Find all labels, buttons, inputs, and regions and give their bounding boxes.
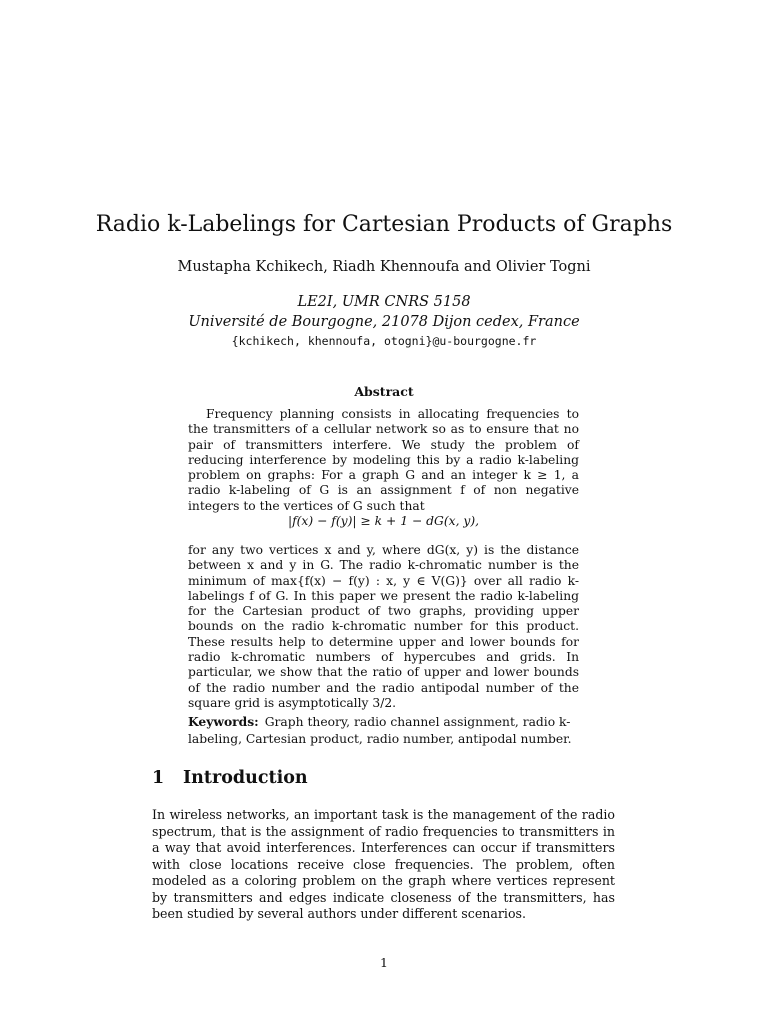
- abstract-formula: |f(x) − f(y)| ≥ k + 1 − dG(x, y),: [287, 514, 480, 528]
- section-title: Introduction: [183, 768, 308, 788]
- section-number: 1: [152, 768, 165, 788]
- section-heading: [152, 768, 308, 788]
- affiliation-block: [0, 292, 768, 350]
- abstract-heading: Abstract: [354, 384, 414, 399]
- abstract-paragraph-2: for any two vertices x and y, where dG(x, y) is the distance between x and y in G. The radio k-chromatic number is the minimum of max{f(x) − f(y) : x, y ∈ V(G)} over all radio k-labelings f of G. In this paper we present the radio k-labeling for the Cartesian product of two graphs, providing upper bounds on the radio k-chromatic number for this product. These results help to determine upper and lower bounds for radio k-chromatic numbers of hypercubes and grids. In particular, we show that the ratio of upper and lower bounds of the radio number and the radio antipodal number of the square grid is asymptotically 3/2.: [188, 543, 579, 710]
- abstract-paragraph-1: Frequency planning consists in allocating frequencies to the transmitters of a cellular network so as to ensure that no pair of transmitters interfere. We study the problem of reducing interference by modeling this by a radio k-labeling problem on graphs: For a graph G and an integer k ≥ 1, a radio k-labeling of G is an assignment f of non negative integers to the vertices of G such that: [188, 407, 579, 513]
- author-email: {kchikech, khennoufa, otogni}@u-bourgogne.fr: [231, 334, 537, 348]
- section-body: In wireless networks, an important task is the management of the radio spectrum, that is the assignment of radio frequencies to transmitters in a way that avoid interferences. Interferences can occur if transmitters with close locations receive close frequencies. The problem, often modeled as a coloring problem on the graph where vertices represent by transmitters and edges indicate closeness of the transmitters, has been studied by several authors under different scenarios.: [152, 807, 615, 921]
- page-number: 1: [380, 955, 388, 970]
- affiliation-university: Université de Bourgogne, 21078 Dijon cedex, France: [188, 314, 580, 330]
- paper-title: Radio k-Labelings for Cartesian Products of Graphs: [95, 212, 673, 237]
- author-list: Mustapha Kchikech, Riadh Khennoufa and Olivier Togni: [177, 259, 591, 275]
- affiliation-lab: LE2I, UMR CNRS 5158: [297, 294, 471, 310]
- keywords-text: Graph theory, radio channel assignment, radio k-labeling, Cartesian product, radio number, antipodal number.: [188, 715, 572, 746]
- keywords-block: [188, 713, 588, 748]
- keywords-label: Keywords:: [188, 714, 259, 729]
